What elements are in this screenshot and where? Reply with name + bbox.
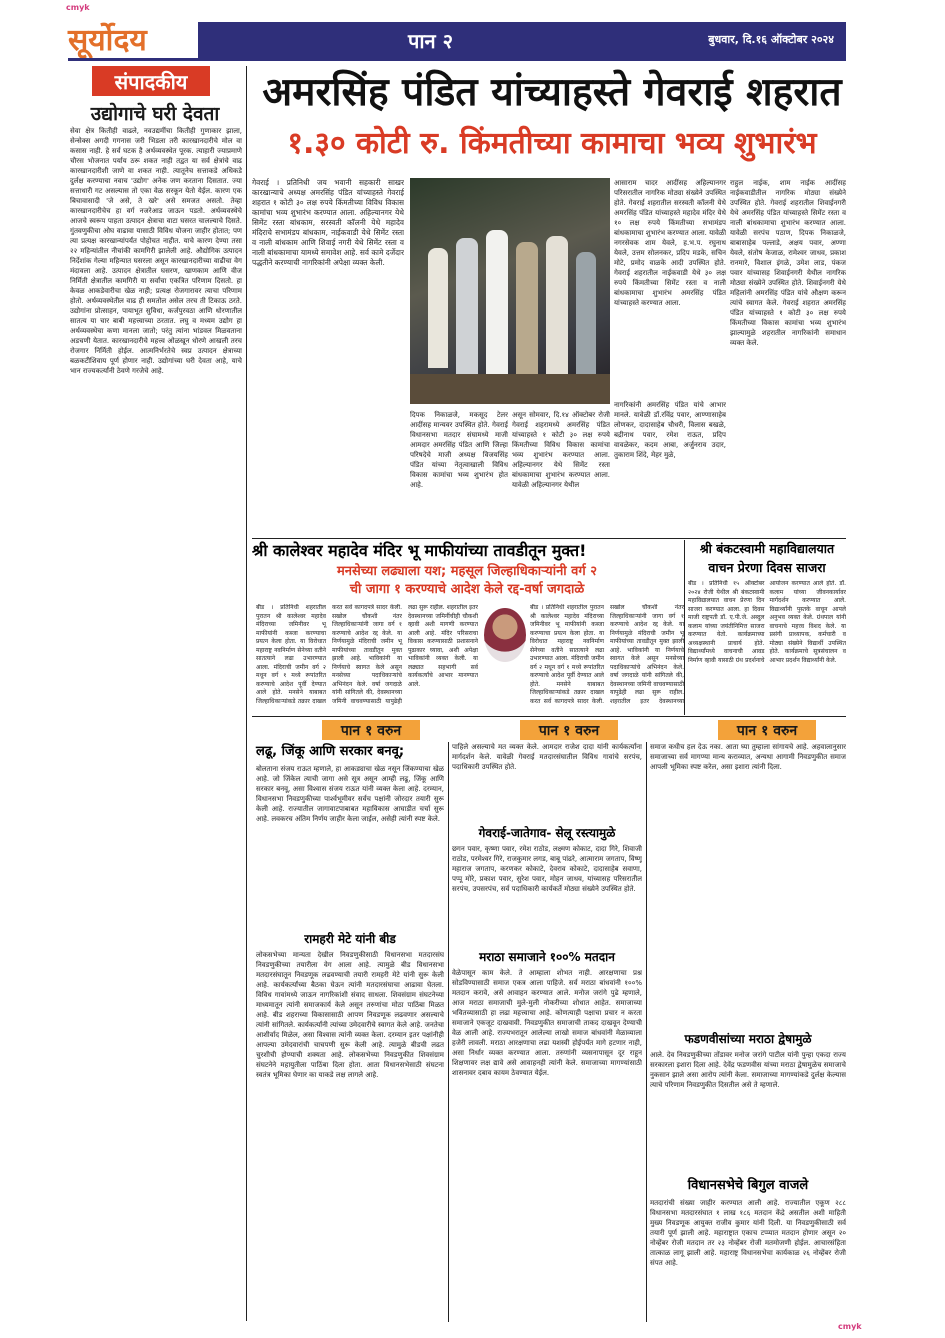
editorial-title: उद्योगाचे घरी देवता bbox=[90, 103, 220, 125]
lead-col3: आसाराम चादर आदींसह अहिल्यानगर परिसरातील नागरिक मोठ्या संख्येने उपस्थित होते. गेवराई शहरातील सरस्वती कॉलनी येथे अमरसिंह पंडित यांच्याहस्ते महादेव मंदिर येथे १० लक्ष रुपये किंमतीच्या सभामंडप बांधकामाचा शुभारंभ करण्यात आला. यावेळी नगरसेवक शाम येवले, ह.भ.प. रघुनाथ येवले, उत्तम सोलनकर, प्रदिप मडके, सचिन मोटे, प्रमोद वाळके आदी उपस्थित होते. गेवराई शहरातील नाईकवाडी येथे ३० लक्ष रुपये किंमतीच्या सिमेंट रस्ता व नाली बांधकामाचा शुभारंभ अमरसिंह पंडित यांच्याहस्ते करण्यात आला. bbox=[614, 179, 726, 307]
cont3-body-2: आले. देव निवडणुकीच्या तोंडावर मनोज जरांगे पाटील यांनी पुन्हा एकदा राज्य सरकारला इशारा दिला आहे. देवेंद्र फडणवीस यांच्या मराठा द्वेषामुळेच समाजाचे नुकसान झाले असा आरोप त्यांनी केला. समाजाच्या मागण्यांकडे दुर्लक्ष केल्यास त्याचे परिणाम निवडणुकीत दिसतील असे ते म्हणाले. bbox=[650, 1051, 846, 1089]
continued-label-1: पान १ वरुन bbox=[322, 720, 420, 740]
lead-col2b: असून सोमवार, दि.१४ ऑक्टोबर रोजी गेवराई शहरामध्ये अमरसिंह पंडित यांच्याहस्ते १ कोटी ३० लक्ष रुपये किंमतीच्या विविध विकास कामांचा भव्य शुभारंभ करण्यात आला. अहिल्यानगर येथे सिमेंट रस्ता बांधकामाचा शुभारंभ करण्यात आला. यावेळी अहिल्यानगर येथील bbox=[512, 411, 610, 489]
column-rule bbox=[684, 540, 685, 715]
cmyk-mark-bottom: cmyk bbox=[838, 1322, 862, 1331]
college-headline-2: वाचन प्रेरणा दिवस साजरा bbox=[708, 560, 826, 575]
temple-subheadline-2: ची जागा १ करण्याचे आदेश केले रद्द-वर्षा जगदाळे bbox=[349, 582, 585, 597]
dateline: बुधवार, दि.१६ ऑक्टोबर २०२४ bbox=[708, 33, 834, 46]
editorial-section-banner: संपादकीय bbox=[92, 66, 210, 96]
cont3-body-3: मतदारांची संख्या जाहीर करण्यात आली आहे. राज्यातील एकूण २८८ विधानसभा मतदारसंघात १ लाख १८६ मतदान केंद्रे असतील अशी माहिती मुख्य निवडणूक आयुक्त राजीव कुमार यांनी दिली. या निवडणुकीसाठी सर्व तयारी पूर्ण झाली आहे. महाराष्ट्रात एकाच टप्प्यात मतदान होणार असून २० नोव्हेंबर रोजी मतदान तर २३ नोव्हेंबर रोजी मतमोजणी होईल. आचारसंहिता तात्काळ लागू झाली आहे. महाराष्ट्र विधानसभेचा कार्यकाळ २६ नोव्हेंबर रोजी संपत आहे. bbox=[650, 1199, 846, 1267]
cont1-headline-2: रामहरी मेटे यांनी बीड bbox=[304, 932, 396, 946]
cont3-headline-2: विधानसभेचे बिगुल वाजले bbox=[687, 1178, 809, 1193]
lead-subheadline: १.३० कोटी रु. किंमतीच्या कामाचा भव्य शुभारंभ bbox=[287, 126, 817, 161]
column-rule bbox=[646, 742, 647, 1322]
photo-figure bbox=[428, 248, 448, 368]
lead-col4: राहुल नाईक, शाम नाईक आदींसह नाईकवाडीतील नागरिक मोठ्या संख्येने उपस्थित होते. गेवराई शहरातील शिवाईनगरी येथे अमरसिंह पंडित यांच्याहस्ते सिमेंट रस्ता व नाली बांधकामाचा शुभारंभ करण्यात आला. यावेळी सरपंच पठाण, दिपक निकाळजे, बाबासाहेब पल्लाडे, अक्षय पवार, अण्णा येवले, संतोष केजाळ, रामेश्वर जाधव, प्रकाश रानमारे, विशाल इंगळे, उमेश लाड, पंकज पवार यांच्यासह शिवाईनगरी येथील नागरिक मोठ्या संख्येने उपस्थित होते. शिवाईनगरी येथे महिलांनी अमरसिंह पंडित यांचे औक्षण करून त्यांचे स्वागत केले. गेवराई शहरात अमरसिंह पंडित यांच्याहस्ते १ कोटी ३० लक्ष रुपये किंमतीच्या विकास कामांचा भव्य शुभारंभ झाल्यामुळे शहरातील नागरिकांनी समाधान व्यक्त केले. bbox=[730, 179, 846, 347]
temple-subheadline-1: मनसेच्या लढ्याला यश; महसूल जिल्हाधिकाऱ्यांनी वर्ग २ bbox=[336, 564, 598, 579]
photo-ground bbox=[410, 374, 610, 404]
cmyk-mark-top: cmyk bbox=[66, 3, 90, 12]
photo-figure bbox=[516, 242, 538, 378]
college-headline-1: श्री बंकटस्वामी महाविद्यालयात bbox=[699, 541, 835, 556]
photo-figure bbox=[546, 236, 568, 380]
cont2-body-2: छगन पवार, कृष्णा पवार, रमेश राठोड, लक्ष्मण कोकाट, दादा गिरे, शिवाजी राठोड, परमेश्वर गिरे, राजकुमार लगड, बाबू पांढरे, आत्माराम जगताप, विष्णू महाराज जगताप, करणकर कोकाटे, देवराव कोकाटे, दादासाहेब सवाणा, पप्पू मोरे, प्रकाश पवार, सुरेश पवार, मोहन जाधव, यांच्यासह परिसरातील सरपंच, उपसरपंच, सर्व पदाधिकारी कार्यकर्ते मोठ्या संख्येने उपस्थित होते. bbox=[452, 845, 642, 893]
column-rule bbox=[246, 66, 247, 1321]
cont2-body: पाहिले असल्याचे मत व्यक्त केले. आमदार राजेश दादा यांनी कार्यकर्त्यांना मार्गदर्शन केले. यावेळी गेवराई मतदारसंघातील विविध गावांचे सरपंच, पदाधिकारी उपस्थित होते. bbox=[452, 743, 642, 771]
temple-body-left: बीड । प्रतिनिधी शहरातील पुरातन श्री कालेश्वर महादेव मंदिराच्या जमिनीवर भू माफीयांनी कब्जा करण्याचा प्रयत्न केला होता. या विरोधात महाराष्ट्र नवनिर्माण सेनेच्या वतीने सातत्याने लढा उभारण्यात आला. मंदिराची जमीन वर्ग २ मधून वर्ग १ मध्ये रूपांतरित करण्याचे आदेश पूर्वी देण्यात आले होते. मनसेने याबाबत जिल्हाधिकाऱ्यांकडे तक्रार दाखल करत सर्व कागदपत्रे सादर केली. सखोल चौकशी नंतर जिल्हाधिकाऱ्यांनी जागा वर्ग १ करण्याचे आदेश रद्द केले. या निर्णयामुळे मंदिराची जमीन भू माफीयांच्या तावडीतून मुक्त झाली आहे. भाविकांनी या निर्णयाचे स्वागत केले असून मनसेच्या पदाधिकाऱ्यांचे अभिनंदन केले. वर्षा जगदाळे यांनी सांगितले की, देवस्थानच्या जमिनी वाचवण्यासाठी यापुढेही लढा सुरू राहील. शहरातील इतर देवस्थानच्या जमिनींचीही चौकशी व्हावी अशी मागणी करण्यात आली आहे. मंदिर परिसराचा विकास करण्यासाठी प्रशासनाने पुढाकार घ्यावा, अशी अपेक्षा भाविकांनी व्यक्त केली. या लढ्यात सहभागी सर्व कार्यकर्त्यांचे आभार मानण्यात आले. bbox=[256, 604, 478, 705]
cont1-headline: लढू, जिंकू आणि सरकार बनवू; bbox=[256, 744, 405, 759]
cont3-body: समाज कधीच हल देऊ नका. आता घ्या तुम्हाला सांगायचे आहे. अहवालानुसार समाजाच्या सर्व मागण्या मान्य कराव्यात, अन्यथा आगामी निवडणुकीत समाज आपली भूमिका स्पष्ट करेल, असा इशारा त्यांनी दिला. bbox=[650, 743, 846, 771]
temple-body-right: बीड । प्रतिनिधी शहरातील पुरातन श्री कालेश्वर महादेव मंदिराच्या जमिनीवर भू माफीयांनी कब्जा करण्याचा प्रयत्न केला होता. या विरोधात महाराष्ट्र नवनिर्माण सेनेच्या वतीने सातत्याने लढा उभारण्यात आला. मंदिराची जमीन वर्ग २ मधून वर्ग १ मध्ये रूपांतरित करण्याचे आदेश पूर्वी देण्यात आले होते. मनसेने याबाबत जिल्हाधिकाऱ्यांकडे तक्रार दाखल करत सर्व कागदपत्रे सादर केली. सखोल चौकशी नंतर जिल्हाधिकाऱ्यांनी जागा वर्ग १ करण्याचे आदेश रद्द केले. या निर्णयामुळे मंदिराची जमीन भू माफीयांच्या तावडीतून मुक्त झाली आहे. भाविकांनी या निर्णयाचे स्वागत केले असून मनसेच्या पदाधिकाऱ्यांचे अभिनंदन केले. वर्षा जगदाळे यांनी सांगितले की, देवस्थानच्या जमिनी वाचवण्यासाठी यापुढेही लढा सुरू राहील. शहरातील इतर देवस्थानच्या bbox=[530, 604, 684, 705]
college-body: बीड । प्रतिनिधी १५ ऑक्टोबर २०२४ रोजी येथील श्री बंकटस्वामी महाविद्यालयात वाचन प्रेरणा दिन साजरा करण्यात आला. हा दिवस माजी राष्ट्रपती डॉ. ए.पी.जे. अब्दुल कलाम यांच्या जयंतीनिमित्त साजरा करण्यात येतो. कार्यक्रमाच्या अध्यक्षस्थानी प्राचार्य होते. विद्यार्थ्यांमध्ये वाचनाची आवड निर्माण व्हावी यासाठी ग्रंथ प्रदर्शनाचे आयोजन करण्यात आले होते. डॉ. कलाम यांच्या जीवनकार्यावर मार्गदर्शन करण्यात आले. विद्यार्थ्यांनी पुस्तके वाचून आपले अनुभव व्यक्त केले. ग्रंथपाल यांनी वाचनाचे महत्त्व विशद केले. या प्रसंगी प्राध्यापक, कर्मचारी व मोठ्या संख्येने विद्यार्थी उपस्थित होते. कार्यक्रमाचे सूत्रसंचालन व आभार प्रदर्शन विद्यार्थ्यांनी केले. bbox=[688, 580, 846, 664]
temple-portrait bbox=[484, 608, 526, 662]
photo-figure bbox=[456, 238, 478, 378]
lead-col1: गेवराई । प्रतिनिधी जय भवानी सहकारी साखर कारखान्याचे अध्यक्ष अमरसिंह पंडित यांच्याहस्ते गेवराई शहरात १ कोटी ३० लक्ष रुपये किंमतीच्या विविध विकास कामांचा भव्य शुभारंभ करण्यात आला. अहिल्यानगर येथे सिमेंट रस्ता बांधकाम, सरस्वती कॉलनी येथे महादेव मंदिराचे सभामंडप बांधकाम, नाईकवाडी येथे सिमेंट रस्ता व नाली बांधकाम आणि शिवाई नगरी येथे सिमेंट रस्ता व नाली बांधकामाचा यामध्ये समावेश आहे. सर्व कामे दर्जेदार पद्धतीने करण्याची नागरिकांनी अपेक्षा व्यक्त केली. bbox=[252, 178, 404, 267]
lead-photo bbox=[410, 178, 610, 404]
lead-col2a: दिपक निकाळजे, मकसूद टेलर आदींसह मान्यवर उपस्थित होते. गेवराई विधानसभा मतदार संघामध्ये माजी आमदार अमरसिंह पंडित आणि जिल्हा परिषदेचे माजी अध्यक्ष विजयसिंह पंडित यांच्या नेतृत्वाखाली विविध विकास कामांचा भव्य शुभारंभ होत आहे. bbox=[410, 411, 508, 489]
column-rule bbox=[448, 742, 449, 1322]
page-label: पान २ bbox=[408, 28, 454, 53]
photo-figure bbox=[576, 252, 596, 378]
temple-headline: श्री कालेश्वर महादेव मंदिर भू माफीयांच्या तावडीतून मुक्त! bbox=[252, 541, 587, 560]
continued-label-3: पान १ वरुन bbox=[718, 720, 816, 740]
continued-label-2: पान १ वरुन bbox=[520, 720, 618, 740]
masthead-logo: सूर्योदय bbox=[68, 23, 147, 58]
section-rule bbox=[252, 538, 846, 539]
section-rule bbox=[252, 716, 846, 717]
cont2-headline: गेवराई-जातेगाव- सेलू रस्त्यामुळे bbox=[478, 826, 616, 840]
cont2-body-3: वेळेपासून काम केले. ते आम्हाला शोभत नाही. आरक्षणाचा प्रश्न सोडविण्यासाठी समाज एकत्र आला पाहिजे. सर्व मराठा बांधवांनी १००% मतदान करावे, असे आवाहन करण्यात आले. मनोज जरांगे पुढे म्हणाले, आज मराठा समाजाची मुले-मुली नोकरीच्या शोधात आहेत. समाजाच्या भवितव्यासाठी हा लढा महत्त्वाचा आहे. कोणत्याही पक्षाचा प्रचार न करता समाजाने एकजूट दाखवावी. निवडणुकीत समाजाची ताकद दाखवून देण्याची वेळ आली आहे. राज्यभरातून आलेल्या लाखो समाज बांधवांनी मेळाव्याला हजेरी लावली. मराठा आरक्षणाचा लढा यशस्वी होईपर्यंत मागे हटणार नाही, असा निर्धार व्यक्त करण्यात आला. तरुणांनी व्यसनापासून दूर राहून शिक्षणावर लक्ष द्यावे असे आवाहनही त्यांनी केले. समाजाच्या मागण्यांसाठी शासनावर दबाव कायम ठेवण्यात येईल. bbox=[452, 969, 642, 1077]
cont1-body-2: लोकसभेच्या मान्यता देखील निवडणुकीसाठी विधानसभा मतदारसंघ निवडणुकीच्या तयारीला वेग आला आहे. त्यामुळे बीड विधानसभा मतदारसंघातून निवडणूक लढवण्याची तयारी रामहरी मेटे यांनी सुरू केली आहे. कार्यकर्त्यांच्या बैठका घेऊन त्यांनी मतदारसंघाचा आढावा घेतला. विविध गावांमध्ये जाऊन नागरिकांशी संवाद साधला. शिवसंग्राम संघटनेच्या माध्यमातून त्यांनी समाजकार्य केले असून तरुणांचा मोठा पाठिंबा मिळत आहे. बीड शहराच्या विकासासाठी आपण निवडणूक लढवणार असल्याचे त्यांनी सांगितले. कार्यकर्त्यांनी त्यांच्या उमेदवारीचे स्वागत केले आहे. जनतेचा आशीर्वाद मिळेल, असा विश्वास त्यांनी व्यक्त केला. दरम्यान इतर पक्षांनीही आपल्या उमेदवारांची चाचपणी सुरू केली आहे. त्यामुळे बीडची लढत चुरशीची होण्याची शक्यता आहे. लोकसभेच्या निवडणुकीत शिवसंग्राम संघटनेने महायुतीला पाठिंबा दिला होता. आता विधानसभेसाठी संघटना स्वतंत्र भूमिका घेणार का याकडे लक्ष लागले आहे. bbox=[256, 951, 444, 1079]
masthead-rule bbox=[68, 58, 846, 61]
cont1-body: बोलताना संजय राऊत म्हणाले, हा आकड्याचा खेळ नसून जिंकण्याचा खेळ आहे. जो जिंकेल त्याची जागा असे सूत्र असून आम्ही लढू, जिंकू आणि सरकार बनवू, असा विश्वास संजय राऊत यांनी व्यक्त केला आहे. दरम्यान, विधानसभा निवडणुकीच्या पार्श्वभूमीवर सर्वच पक्षांनी जोरदार तयारी सुरू केली आहे. राज्यातील जागावाटपाबाबत महाविकास आघाडीत चर्चा सुरू आहे. लवकरच अंतिम निर्णय जाहीर केला जाईल, असेही त्यांनी स्पष्ट केले. bbox=[256, 765, 444, 823]
lead-headline: अमरसिंह पंडित यांच्याहस्ते गेवराई शहरात bbox=[262, 70, 842, 115]
cont2-headline-2: मराठा समाजाने १००% मतदान bbox=[479, 950, 615, 964]
editorial-body: सेवा क्षेत्र कितीही वाढले, नवउद्यमींचा कितीही गुणाकार झाला, सेन्सेक्स अगदी गगनास जरी भिडला तरी कारखानदारीचे मोल वा कसास नाही. हे सर्व घटक है अर्थव्यवस्थेत पूरक. त्याहारी ज्याप्रमाणे चौरस भोजनात पर्याय ठरू शकत नाही तद्वत या सर्व क्षेत्रांचे वाढ कारखानदारीशी जाणे वा शकत नाही. त्यातूनेच सत्ताकडे अधिकडे दुर्लक्ष करण्याचा नवाच 'उद्योग' अनेक जण करताना दिसतात. ज्या सत्ताधारी गट असल्यास तो एका वेळ सरकून येतो येईल. कारण एक बिचावासादी 'जे असे, ते खरे' असे समजत असतो. तेव्हा कारखानदारीचेच हा वर्ग नजरेआड जाऊन पडतो. अर्थव्यवस्थेचे आजचे स्वरूप पाहता उत्पादन क्षेत्राचा वाटा घसरत चालल्याचे दिसते. गुंतवणुकीचा ओघ वाढावा यासाठी विविध योजना जाहीर होतात; पण त्या प्रत्यक्ष कारखान्यांपर्यंत पोहोचत नाहीत. याचे कारण देण्या तसा २२ महिन्यांतील नीचांकी कामगिरी झालेली आहे. औद्योगिक उत्पादन निर्देशांक गेल्या महिन्यात घसरला असून कारखानदारीच्या वाढीचा वेग मंदावला आहे. उत्पादन क्षेत्रातील घसरण, खाणकाम आणि वीज निर्मिती क्षेत्रातील कामगिरी या सर्वांचा एकत्रित परिणाम दिसतो. हा केवळ आकडेवारीचा खेळ नाही; प्रत्यक्ष रोजगारावर त्याचा परिणाम होतो. अर्थव्यवस्थेतील वाढ ही समतोल असेल तरच ती टिकाऊ ठरते. उद्योगांना प्रोत्साहन, पायाभूत सुविधा, कर्जपुरवठा आणि धोरणातील सातत्य या चार बाबी महत्त्वाच्या ठरतात. लघु व मध्यम उद्योग हा अर्थव्यवस्थेचा कणा मानला जातो; परंतु त्यांना भांडवल मिळवताना अडचणी येतात. कारखानदारीचे महत्त्व ओळखून धोरणे आखली तरच रोजगार निर्मिती होईल. आत्मनिर्भरतेचे स्वप्न उत्पादन क्षेत्राच्या बळकटीशिवाय पूर्ण होणार नाही. उद्योगांच्या घरी देवता आहे, याचे भान राज्यकर्त्यांनी ठेवणे गरजेचे आहे. bbox=[70, 127, 242, 375]
lead-col3b: नागरिकांनी अमरसिंह पंडित यांचे आभार मानले. यावेळी डॉ.रविंद्र पवार, आण्णासाहेब लोणकर, दादासाहेब चौधरी, विलास बखळे, बद्रीनाथ पवार, रमेश राऊत, प्रदिप वावळेकर, कदम आबा, अर्जुनराव उदार, तुकाराम शिंदे, मेहर मुळे, bbox=[614, 401, 726, 459]
photo-figure bbox=[486, 230, 508, 380]
cont3-headline: फडणवीसांच्या मराठा द्वेषामुळे bbox=[684, 1032, 812, 1046]
